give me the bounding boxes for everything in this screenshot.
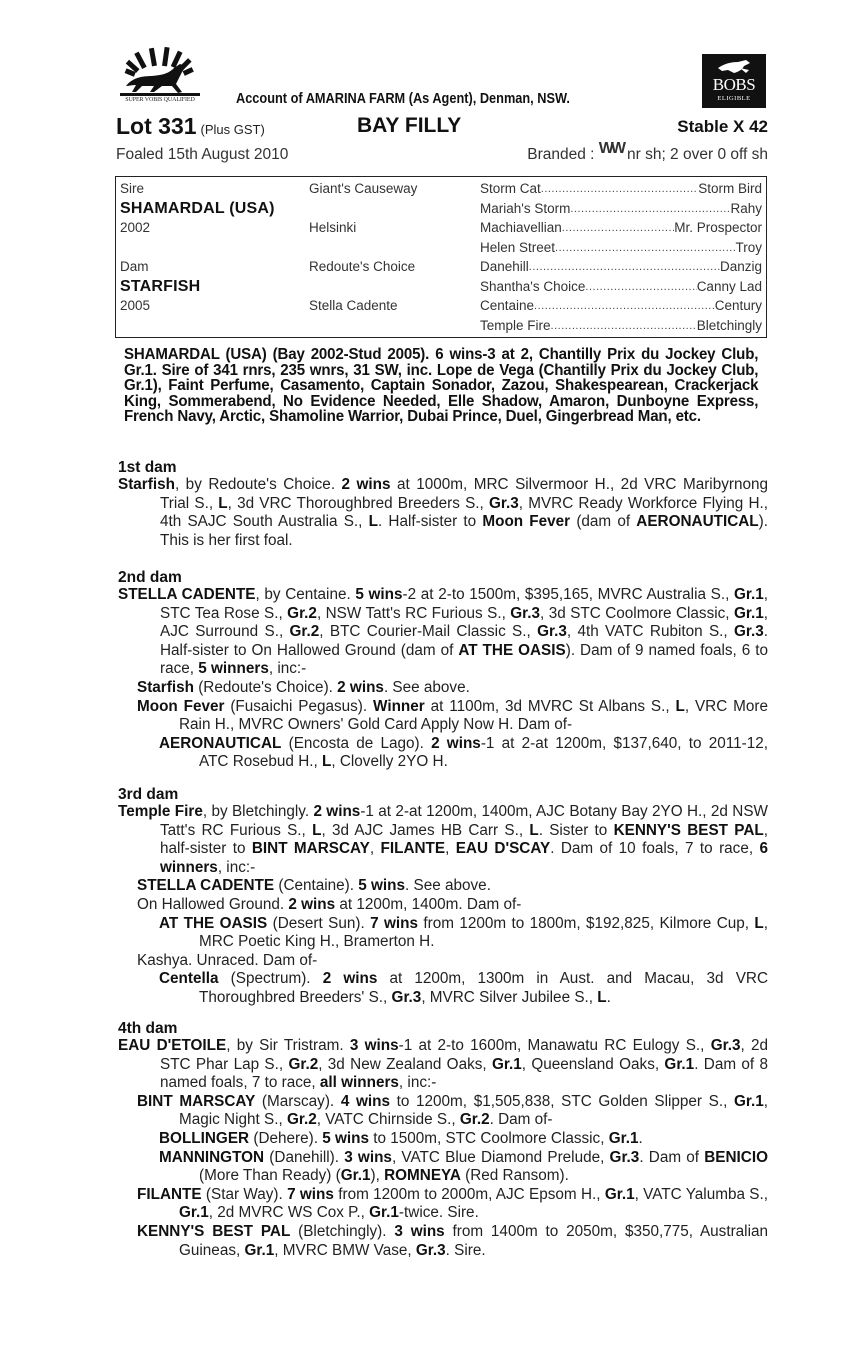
lot-number: [116, 113, 265, 140]
lot-gst-note: (Plus GST): [200, 122, 265, 137]
gen3-sire: Troy: [735, 239, 762, 255]
sire-dam: Helsinki: [309, 220, 357, 235]
gen3-row: [480, 318, 762, 333]
lot-line: [116, 113, 768, 139]
leader-dots: [551, 318, 697, 333]
leader-dots: [570, 201, 730, 216]
pedigree-entry: Starfish (Redoute's Choice). 2 wins. See above.: [137, 678, 470, 696]
super-vobis-caption: SUPER VOBIS QUALIFIED: [125, 97, 195, 103]
gen3-sire: Rahy: [730, 200, 762, 216]
dam-year: 2005: [120, 298, 151, 313]
pedigree-entry: Temple Fire, by Bletchingly. 2 wins-1 at 2-at 1200m, 1400m, AJC Botany Bay 2YO H., 2d NSW Tatt's RC Furious S., L, 3d AJC James HB Carr S., L. Sister to KENNY'S BEST PAL, half-sister to BINT MARSCAY, FILANTE, EAU D'SCAY. Dam of 10 foals, 7 to race, 6 winners, inc:-: [118, 803, 768, 876]
sire-name: SHAMARDAL (USA): [120, 200, 275, 217]
gen3-horse: Temple Fire: [480, 317, 551, 333]
dam-section-2: [118, 569, 768, 772]
pedigree-entry: AERONAUTICAL (Encosta de Lago). 2 wins-1 at 2-at 1200m, $137,640, to 2011-12, ATC Rosebud H., L, Clovelly 2YO H.: [159, 734, 768, 771]
horse-sunburst-icon: [112, 46, 208, 102]
pedigree-entry: EAU D'ETOILE, by Sir Tristram. 3 wins-1 at 2-to 1600m, Manawatu RC Eulogy S., Gr.3, 2d STC Phar Lap S., Gr.2, 3d New Zealand Oaks, Gr.1, Queensland Oaks, Gr.1. Dam of 8 named foals, 7 to race, all winners, inc:-: [118, 1037, 768, 1092]
pedigree-entry: Starfish, by Redoute's Choice. 2 wins at 1000m, MRC Silvermoor H., 2d VRC Maribyrnong Trial S., L, 3d VRC Thoroughbred Breeders S., Gr.3, MVRC Ready Workforce Flying H., 4th SAJC South Australia S., L. Half-sister to Moon Fever (dam of AERONAUTICAL). This is her first foal.: [118, 476, 769, 549]
dam-label: Dam: [120, 259, 149, 274]
section-title: 1st dam: [118, 459, 177, 476]
gen3-sire: Bletchingly: [696, 317, 762, 333]
dam-sire: Redoute's Choice: [309, 259, 416, 274]
pedigree-entry: MANNINGTON (Danehill). 3 wins, VATC Blue Diamond Prelude, Gr.3. Dam of BENICIO (More Than Ready) (Gr.1), ROMNEYA (Red Ransom).: [159, 1148, 768, 1185]
pedigree-entry: BINT MARSCAY (Marscay). 4 wins to 1200m, $1,505,838, STC Golden Slipper S., Gr.1, Magic Night S., Gr.2, VATC Chirnside S., Gr.2. Dam of-: [137, 1092, 768, 1129]
gen3-row: [480, 220, 762, 235]
pedigree-entry: AT THE OASIS (Desert Sun). 7 wins from 1200m to 1800m, $192,825, Kilmore Cup, L, MRC Poetic King H., Bramerton H.: [159, 914, 768, 951]
gen3-row: [480, 259, 762, 274]
sire-summary: SHAMARDAL (USA) (Bay 2002-Stud 2005). 6 wins-3 at 2, Chantilly Prix du Jockey Club, Gr.1. Sire of 341 rnrs, 235 wnrs, 31 SW, inc. Lope de Vega (Chantilly Prix du Jockey Club, Gr.1), Faint Perfume, Casamento, Captain Sonador, Zazou, Shakespearean, Crackerjack King, Sommerabend, No Evidence Needed, Elle Shadow, Amaron, Dunboyne Express, French Navy, Arctic, Shamoline Warrior, Dubai Prince, Duel, Gingerbread Man, etc.: [124, 346, 759, 426]
stable-number: Stable X 42: [677, 117, 768, 136]
sire-year: 2002: [120, 220, 151, 235]
vendor-account: Account of AMARINA FARM (As Agent), Denman, NSW.: [236, 91, 570, 107]
gen3-sire: Mr. Prospector: [674, 220, 762, 235]
section-title: 4th dam: [118, 1020, 178, 1037]
section-title: 3rd dam: [118, 786, 179, 803]
branded-detail: nr sh; 2 over 0 off sh: [626, 146, 768, 163]
branded-info: [527, 140, 768, 164]
gen3-sire: Canny Lad: [696, 278, 762, 294]
foaled-line: [116, 140, 768, 166]
gen3-row: [480, 298, 762, 313]
dam-name: STARFISH: [120, 278, 201, 295]
dam-section-3: [118, 786, 768, 1008]
bobs-subtitle: ELIGIBLE: [717, 95, 751, 102]
dam-section-4: [118, 1020, 768, 1260]
gen3-row: [480, 279, 762, 294]
foaled-date: Foaled 15th August 2010: [116, 146, 289, 163]
pedigree-entry: Kashya. Unraced. Dam of-: [137, 951, 318, 969]
horse-sex-colour: BAY FILLY: [357, 114, 462, 137]
leader-dots: [562, 220, 674, 235]
section-entries: [118, 1037, 768, 1260]
leader-dots: [555, 240, 735, 255]
leader-dots: [541, 181, 698, 196]
gen3-horse: Storm Cat: [480, 181, 541, 196]
gen3-horse: Machiavellian: [480, 220, 562, 235]
gen3-horse: Danehill: [480, 259, 529, 274]
sire-label: Sire: [120, 181, 145, 196]
pedigree-entry: Centella (Spectrum). 2 wins at 1200m, 1300m in Aust. and Macau, 3d VRC Thoroughbred Breeders' S., Gr.3, MVRC Silver Jubilee S., L.: [159, 970, 768, 1006]
pedigree-entry: BOLLINGER (Dehere). 5 wins to 1500m, STC Coolmore Classic, Gr.1.: [159, 1129, 643, 1147]
lot-label: Lot 331: [116, 113, 197, 139]
gen3-row: [480, 240, 762, 255]
pedigree-entry: STELLA CADENTE (Centaine). 5 wins. See above.: [137, 877, 491, 895]
gen3-row: [480, 181, 762, 196]
leader-dots: [534, 298, 715, 313]
leader-dots: [529, 259, 720, 274]
pedigree-table: [115, 176, 767, 338]
section-entries: [118, 476, 768, 550]
dam-dam: Stella Cadente: [309, 298, 398, 313]
branded-label: Branded :: [527, 146, 595, 163]
gen3-sire: Century: [714, 298, 762, 313]
gen3-sire: Storm Bird: [698, 181, 762, 196]
pedigree-entry: STELLA CADENTE, by Centaine. 5 wins-2 at 2-to 1500m, $395,165, MVRC Australia S., Gr.1, STC Tea Rose S., Gr.2, NSW Tatt's RC Furious S., Gr.3, 3d STC Coolmore Classic, Gr.1, AJC Surround S., Gr.2, BTC Courier-Mail Classic S., Gr.3, 4th VATC Rubiton S., Gr.3. Half-sister to On Hallowed Ground (dam of AT THE OASIS). Dam of 9 named foals, 6 to race, 5 winners, inc:-: [118, 586, 769, 678]
section-entries: [118, 586, 768, 772]
leader-dots: [585, 279, 696, 294]
gen3-sire: Danzig: [719, 259, 762, 274]
gen3-horse: Centaine: [480, 298, 535, 313]
bobs-title: BOBS: [712, 75, 756, 94]
gen3-horse: Mariah's Storm: [480, 200, 571, 216]
pedigree-entry: On Hallowed Ground. 2 wins at 1200m, 1400m. Dam of-: [137, 895, 522, 913]
section-entries: [118, 803, 768, 1008]
sire-sire: Giant's Causeway: [309, 181, 418, 196]
section-title: 2nd dam: [118, 569, 182, 586]
brand-mark-icon: WW: [598, 140, 623, 157]
dam-section-1: [118, 459, 768, 550]
pedigree-entry: KENNY'S BEST PAL (Bletchingly). 3 wins from 1400m to 2050m, $350,775, Australian Guineas, Gr.1, MVRC BMW Vase, Gr.3. Sire.: [137, 1222, 768, 1259]
bobs-eligible-logo: [702, 54, 766, 108]
gen3-horse: Helen Street: [480, 239, 556, 255]
horse-head-icon: [716, 58, 752, 76]
gen3-row: [480, 201, 762, 216]
gen3-horse: Shantha's Choice: [480, 278, 586, 294]
pedigree-entry: FILANTE (Star Way). 7 wins from 1200m to 2000m, AJC Epsom H., Gr.1, VATC Yalumba S., Gr.1, 2d MVRC WS Cox P., Gr.1-twice. Sire.: [137, 1185, 768, 1222]
pedigree-entry: Moon Fever (Fusaichi Pegasus). Winner at 1100m, 3d MVRC St Albans S., L, VRC More Rain H., MVRC Owners' Gold Card Apply Now H. Dam of-: [137, 697, 768, 734]
